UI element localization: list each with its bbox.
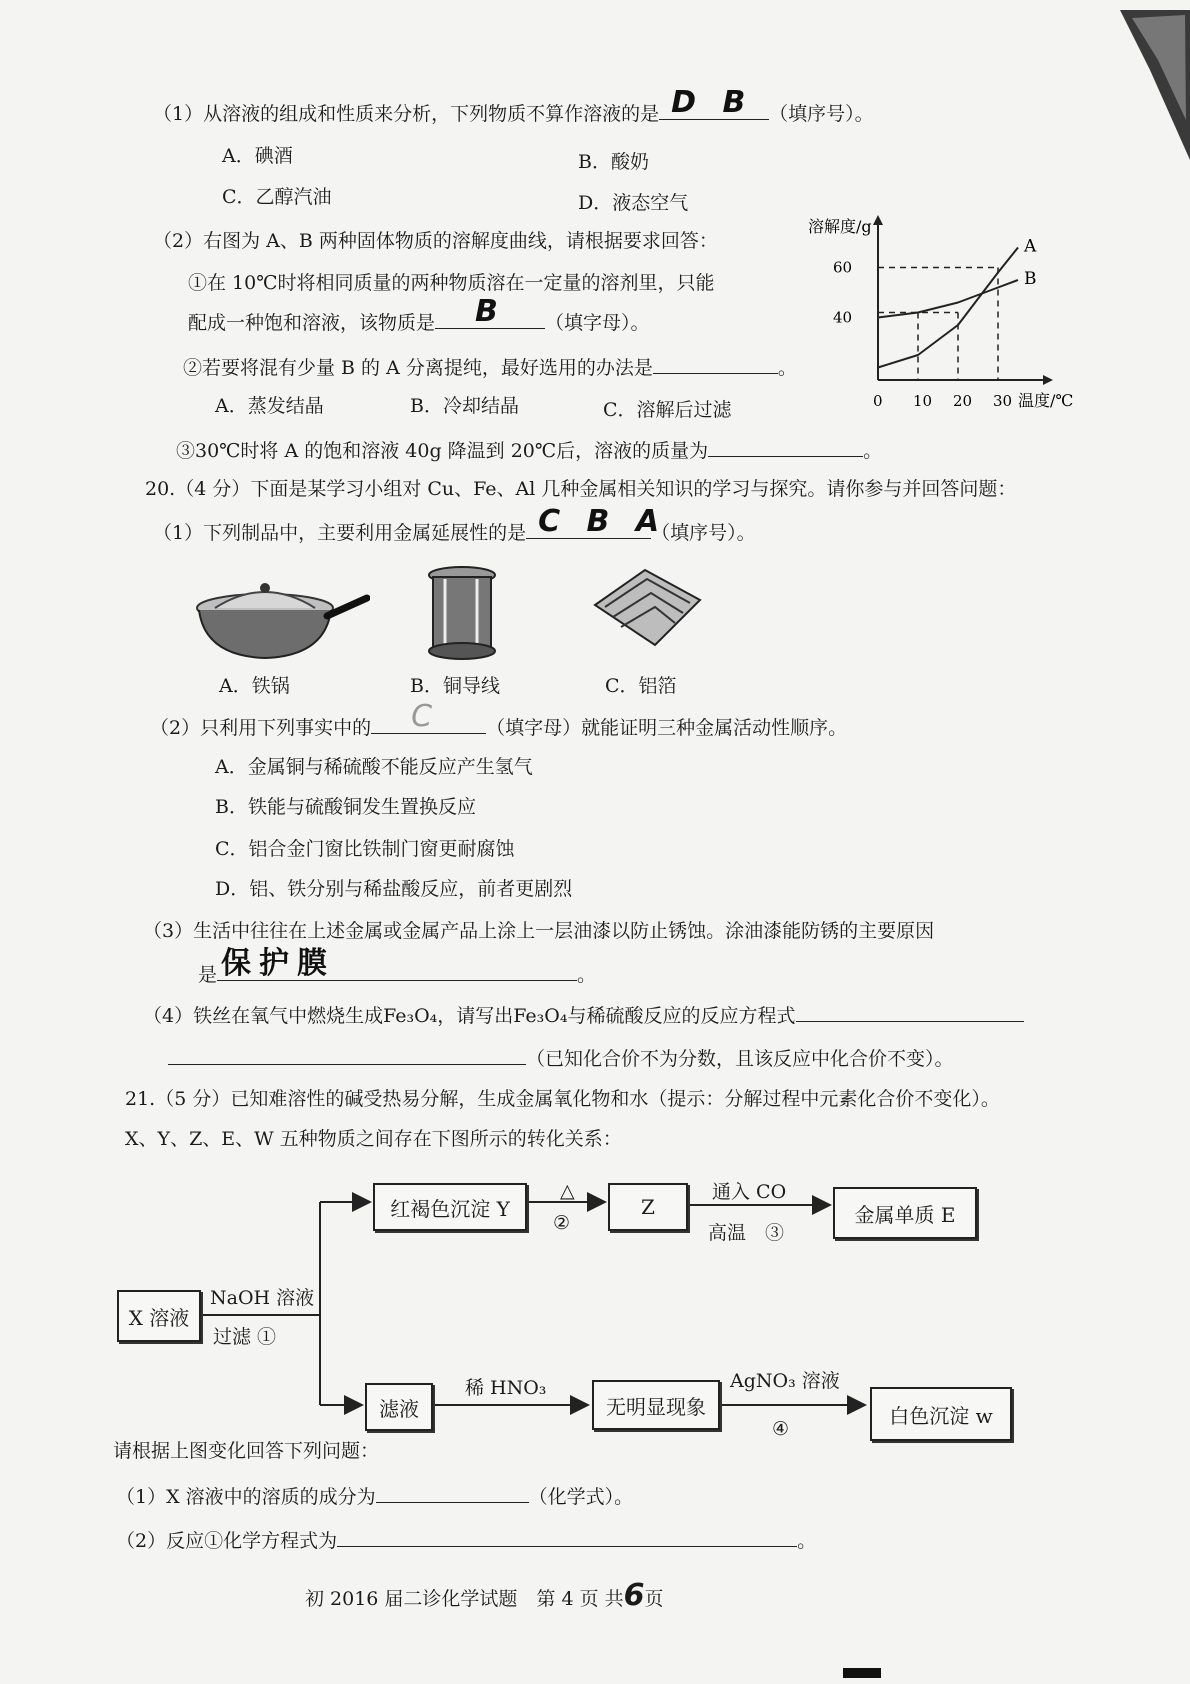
s2-option-b: B．冷却结晶 bbox=[410, 395, 519, 417]
q20-p2: （2）只利用下列事实中的 C （填字母）就能证明三种金属活动性顺序。 bbox=[150, 699, 848, 739]
box-x-solution: X 溶液 bbox=[117, 1290, 201, 1342]
option-a: A．碘酒 bbox=[222, 145, 293, 167]
q21-title: 21.（5 分）已知难溶性的碱受热易分解，生成金属氧化物和水（提示：分解过程中元素化合价不变化）。 bbox=[125, 1088, 1000, 1110]
corner-texture bbox=[1120, 10, 1190, 160]
q21-ask: 请根据上图变化回答下列问题： bbox=[113, 1440, 380, 1462]
q20-p4b: （已知化合价不为分数，且该反应中化合价不变）。 bbox=[168, 1046, 954, 1071]
box-precipitate-y: 红褐色沉淀 Y bbox=[373, 1183, 527, 1231]
answer-blank[interactable] bbox=[168, 1046, 526, 1065]
p2-option-a: A．金属铜与稀硫酸不能反应产生氢气 bbox=[215, 756, 533, 778]
bottom-mark bbox=[843, 1668, 881, 1678]
q21-title2: X、Y、Z、E、W 五种物质之间存在下图所示的转化关系： bbox=[125, 1128, 622, 1150]
answer-blank[interactable] bbox=[708, 438, 863, 457]
q19-p2-s2: ②若要将混有少量 B 的 A 分离提纯，最好选用的办法是 。 bbox=[183, 357, 797, 379]
x-arrow bbox=[1043, 375, 1053, 385]
answer-blank[interactable] bbox=[337, 1528, 797, 1547]
label-heat: △ bbox=[560, 1180, 575, 1202]
label-hno3: 稀 HNO₃ bbox=[465, 1377, 547, 1399]
x-tick-label: 10 bbox=[913, 392, 933, 410]
answer-blank[interactable]: B bbox=[435, 310, 545, 329]
x-tick-label: 0 bbox=[873, 392, 883, 410]
option-d: D．液态空气 bbox=[578, 192, 689, 214]
series-label-a: A bbox=[1024, 236, 1037, 257]
label-high-temp: 高温 ③ bbox=[708, 1222, 785, 1244]
q21-p1: （1）X 溶液中的溶质的成分为 （化学式）。 bbox=[116, 1486, 634, 1508]
y-arrow bbox=[873, 215, 883, 225]
s2-option-a: A．蒸发结晶 bbox=[215, 395, 324, 417]
item-c: C．铝箔 bbox=[605, 675, 677, 697]
q19-p2-s1b: 配成一种饱和溶液，该物质是 B （填字母）。 bbox=[188, 294, 650, 334]
answer-blank[interactable]: C B A bbox=[526, 520, 651, 539]
solubility-chart bbox=[800, 210, 1080, 415]
copper-wire-image bbox=[425, 565, 500, 665]
x-axis-label: 温度/℃ bbox=[1018, 391, 1074, 410]
answer-blank[interactable]: D B bbox=[659, 101, 769, 120]
q19-p1: （1）从溶液的组成和性质来分析，下列物质不算作溶液的是 D B （填序号）。 bbox=[153, 85, 874, 125]
aluminum-foil-image bbox=[585, 565, 705, 650]
option-b: B．酸奶 bbox=[578, 151, 649, 173]
answer-blank[interactable]: 保护膜 bbox=[217, 962, 577, 981]
q19-p2-s3: ③30℃时将 A 的饱和溶液 40g 降温到 20℃后，溶液的质量为 。 bbox=[176, 440, 883, 462]
item-b: B．铜导线 bbox=[410, 675, 500, 697]
q20-title: 20.（4 分）下面是某学习小组对 Cu、Fe、Al 几种金属相关知识的学习与探究。请你参与并回答问题： bbox=[145, 478, 1017, 500]
label-filter: 过滤 ① bbox=[213, 1326, 277, 1348]
wok-image bbox=[195, 568, 370, 663]
box-no-change: 无明显现象 bbox=[592, 1380, 720, 1430]
q21-p2: （2）反应①化学方程式为 。 bbox=[116, 1530, 817, 1552]
q20-p3b: 是 保护膜 。 bbox=[198, 946, 597, 986]
q20-p4a: （4）铁丝在氧气中燃烧生成Fe₃O₄，请写出Fe₃O₄与稀硫酸反应的反应方程式 bbox=[143, 1003, 1024, 1028]
curve-a bbox=[878, 248, 1018, 368]
p2-option-d: D．铝、铁分别与稀盐酸反应，前者更剧烈 bbox=[215, 878, 573, 900]
answer-blank[interactable]: C bbox=[371, 715, 486, 734]
item-a: A．铁锅 bbox=[219, 675, 290, 697]
q19-p2-s1a: ①在 10℃时将相同质量的两种物质溶在一定量的溶剂里，只能 bbox=[188, 272, 715, 294]
label-step2: ② bbox=[553, 1212, 571, 1234]
x-tick-label: 20 bbox=[953, 392, 973, 410]
option-c: C．乙醇汽油 bbox=[222, 186, 332, 208]
box-filtrate: 滤液 bbox=[365, 1383, 433, 1431]
page-footer: 初 2016 届二诊化学试题 第 4 页 共6页 bbox=[305, 1578, 664, 1613]
q20-p1: （1）下列制品中，主要利用金属延展性的是 C B A （填序号）。 bbox=[153, 504, 756, 544]
y-tick-label: 60 bbox=[833, 258, 853, 277]
label-co: 通入 CO bbox=[712, 1181, 787, 1203]
box-z: Z bbox=[608, 1183, 688, 1231]
answer-blank[interactable] bbox=[796, 1003, 1024, 1022]
p2-option-c: C．铝合金门窗比铁制门窗更耐腐蚀 bbox=[215, 838, 515, 860]
s2-option-c: C．溶解后过滤 bbox=[603, 399, 732, 421]
p2-option-b: B．铁能与硫酸铜发生置换反应 bbox=[215, 796, 476, 818]
answer-blank[interactable] bbox=[376, 1484, 529, 1503]
x-tick-label: 30 bbox=[993, 392, 1013, 410]
answer-blank[interactable] bbox=[653, 355, 778, 374]
y-tick-label: 40 bbox=[833, 308, 853, 327]
label-naoh: NaOH 溶液 bbox=[210, 1287, 315, 1309]
q20-p3a: （3）生活中往往在上述金属或金属产品上涂上一层油漆以防止锈蚀。涂油漆能防锈的主要原因 bbox=[143, 920, 935, 942]
box-white-precipitate-w: 白色沉淀 w bbox=[870, 1387, 1012, 1441]
series-label-b: B bbox=[1024, 269, 1037, 289]
q19-p2-stem: （2）右图为 A、B 两种固体物质的溶解度曲线，请根据要求回答： bbox=[153, 230, 718, 252]
box-metal-e: 金属单质 E bbox=[833, 1187, 977, 1239]
label-step4: ④ bbox=[772, 1418, 790, 1440]
label-agno3: AgNO₃ 溶液 bbox=[730, 1370, 840, 1392]
y-axis-label: 溶解度/g bbox=[808, 217, 872, 236]
